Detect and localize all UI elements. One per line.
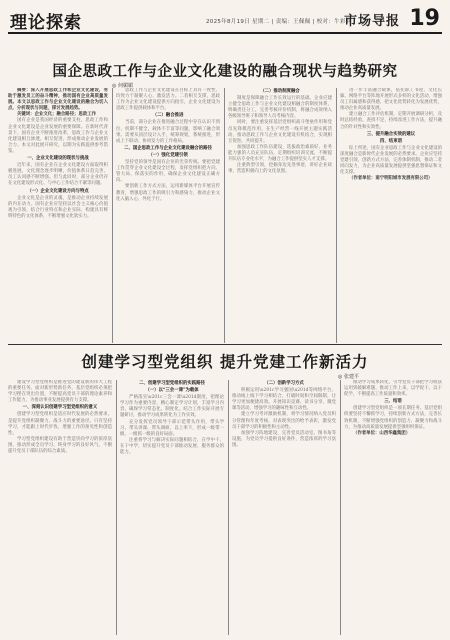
article2-column-3: （二）创新学习方式 积极运用\u201c学习强国\u201d等网络平台，推动线上线下学习相结合，打破时间和空间限制，让学习更加便捷高效。开展知识竞赛、读书分享、微党课等活动，增强学习的趣味性和互动性。 建立学习考评激励机制，将学习情况纳入党员积分管理和年度考核，对表现突出的给予表彰，激发党员干部学习的积极性和主动性。 加强学习阵地建设，完善党员活动室、图书角等设施，为党员学习提供良好条件，营造浓厚的学习氛围。	[232, 381, 336, 448]
article1-author-note: （作者单位：南宁明阳城市发展有限公司）	[349, 176, 433, 182]
section-name: 理论探索	[10, 13, 82, 33]
column-divider	[336, 88, 337, 343]
article-separator	[8, 344, 442, 345]
column-divider	[228, 380, 229, 635]
article1-section-heading: 二、国企思政工作与企业文化建设融合的路径	[124, 145, 212, 151]
article2-column-1: 建设学习型党组织是推进党的建设新的伟大工程的重要任务。面对新形势新任务，基层党组织必须把学习摆在突出位置，不断提高党员干部的理论素养和工作能力，为推动事业发展提供有力支撑。 一、深刻认识创建学习型党组织的意义 创建学习型党组织是适应时代发展的必然要求，是提升党组织凝聚力、战斗力的重要途径。只有坚持学习，才能跟上时代步伐，增强工作的预见性和创造性。 学习型党组织建设有助于营造崇尚学习的浓厚氛围，推动形成全员学习、终身学习的良好风气，不断提升党员干部队伍的综合素质。	[8, 380, 112, 455]
column-divider	[112, 88, 113, 343]
article1-column-1: 摘要：深入开展思政工作和企业文化建设，有助于激发员工的奋斗精神，推动国有企业高质量发展。本文以思政工作与企业文化建设的融合为切入点，分析现状与问题，探讨发展趋势。 关键词：企业文化；融合路径；思政工作 国有企业是我国经济的重要支柱，思政工作和企业文化建设是企业发展的重要保障。在新时代背景下，国有企业不断推进改革，思政工作与企业文化建设相互渗透、相互促进，形成推动企业发展的合力。本文对此展开研究，以期为实践提供参考借鉴。 一、企业文化建设的现状与挑战 近年来，国有企业在企业文化建设方面取得积极进展，文化理念逐步明晰，价值体系日趋完善，员工认同感不断增强。但与此同时，部分企业仍存在文化建设形式化、与中心工作结合不紧等问题。 （一）企业文化建设方向与特点 企业文化是企业的灵魂，是推动企业持续发展的内在动力。国有企业应坚持以社会主义核心价值观为引领，结合行业特点和企业实际，构建具有鲜明特色的文化体系，不断增强文化软实力。	[8, 88, 108, 219]
article2-byline: ◎ 张建平	[338, 374, 359, 380]
column-divider	[340, 380, 341, 635]
article1-subsection-heading: （二）推动制度融合	[260, 89, 300, 94]
article1-subsection-heading: （二）融合推进	[152, 113, 184, 119]
article1-subsection-heading: （一）强化党建引领	[148, 152, 188, 158]
article2-column-4: 推动学习成果转化，引导党员干部把学习收获运用到破解难题、推动工作上来，以学促干、以干促学，不断提高工作质量和效率。 三、结语 创建学习型党组织是一项长期任务。基层党组织要坚持不懈抓学习，持续创新方式方法，完善长效机制，不断增强党组织的创造力、凝聚力和战斗力，为推动高质量发展提供坚强组织保证。 （作者单位：山西华鑫集团）	[344, 380, 442, 436]
article2-section-heading: 三、结语	[384, 399, 402, 405]
article2-title: 创建学习型党组织 提升党建工作新活力	[81, 353, 369, 371]
article2-section-heading: 一、深刻认识创建学习型党组织的意义	[22, 405, 98, 411]
paper-logo: 市场导报	[344, 14, 401, 29]
column-divider	[116, 380, 117, 635]
article1-section-heading: 四、结束语	[380, 138, 402, 144]
article1-column-4: 进一步丰富融合载体，依托职工书屋、文化长廊、网络平台等阵地开展形式多样的文化活动，增强员工归属感和获得感，把文化优势转化为发展优势，推动企业高质量发展。 建立融合工作评估机制，定期开展调研分析，及时总结经验、查找不足，持续改进工作方法，提升融合的针对性和实效性。 三、提升融合实效的建议 四、结束语 综上所述，国有企业思政工作与企业文化建设的深度融合是新时代企业发展的必然要求。企业应坚持党建引领，创新方式方法，完善体制机制，推动二者同向发力，为企业高质量发展提供坚强思想保证和文化支撑。 （作者单位：南宁明阳城市发展有限公司）	[340, 88, 442, 182]
article1-byline: ◎ 何媚媚	[112, 83, 133, 89]
issue-info: 2025年8月19日 星期二 | 责编：王佩佩 | 校对：牛彩莉	[206, 19, 352, 25]
article1-abstract: 摘要：深入开展思政工作和企业文化建设，有助于激发员工的奋斗精神，推动国有企业高质量发展。本文以思政工作与企业文化建设的融合为切入点，分析现状与问题，探讨发展趋势。	[8, 88, 108, 112]
article1-title: 国企思政工作与企业文化建设的融合现状与趋势研究	[52, 64, 398, 80]
article1-section-heading: 一、企业文化建设的现状与挑战	[27, 156, 89, 162]
article2-author-note: （作者单位：山西华鑫集团）	[353, 430, 411, 436]
article2-subsection-heading: （二）创新学习方式	[264, 381, 304, 386]
article1-column-3: （二）推动制度融合 制度是保障融合工作长效运行的基础。企业应建立健全思政工作与企业文化建设相融合的制度体系，明确责任分工，完善考核评价机制，将融合成效纳入各级领导班子和领导人员考核内容。 同时，要注重发挥基层党组织战斗堡垒作用和党员先锋模范作用，在生产经营一线开展主题实践活动，推动思政工作与企业文化建设有机结合，实现相互促进、共同提升。 加强思政工作队伍建设，选拔政治素质好、业务能力强的人员充实队伍，定期组织培训交流，不断提升队伍专业化水平，为融合工作提供坚实人才支撑。 注重典型引领，挖掘身边先进事迹，讲好企业故事，营造积极向上的文化氛围。	[228, 89, 332, 175]
column-divider	[224, 88, 225, 343]
article1-keywords: 关键词：企业文化；融合路径；思政工作	[17, 112, 97, 118]
page-number: 19	[409, 6, 440, 31]
article1-section-heading: 三、提升融合实效的建议	[366, 131, 416, 137]
article2-section-heading: 二、创建学习型党组织的实践路径	[139, 381, 205, 386]
article2-subsection-heading: （一）以“三会一课”为载体	[145, 388, 199, 394]
article2-column-2: 二、创建学习型党组织的实践路径 （一）以“三会一课”为载体 严格落实\u201c三会一课\u201d制度，把理论学习作为重要内容，精心制定学习计划，丰富学习内容，确保学习常态化、制度化。结合工作实际开展专题研讨，推动学习成果转化为工作实效。 充分发挥党员领导干部示范带头作用，带头学习、带头讲课、带头调研，以上率下，形成一级带一级、一级抓一级的良好局面。 注重将学习与解决实际问题相结合，在学中干、在干中学，切实提升党员干部推动发展、服务群众的能力。	[120, 381, 224, 456]
masthead	[8, 4, 442, 34]
article1-subsection-heading: （一）企业文化建设方向与特点	[27, 188, 89, 194]
article1-column-2: 思政工作与企业文化建设在目标上具有一致性，均致力于凝聚人心、激发活力。二者相互支撑，思政工作为企业文化建设提供方向指引，企业文化建设为思政工作提供载体和平台。 （二）融合推进 当前，部分企业在推进融合过程中存在认识不到位、机制不健全、载体不丰富等问题，影响了融合效果。需要从顶层设计入手，统筹规划，系统推进，形成上下联动、协同发力的工作格局。 二、国企思政工作与企业文化建设融合的路径 （一）强化党建引领 坚持党的领导是国有企业的光荣传统。要把党建工作贯穿企业文化建设全过程，发挥党组织把方向、管大局、保落实的作用，确保企业文化建设正确方向。 要创新工作方式方法，运用新媒体平台开展宣传教育，增强思政工作的吸引力和感染力，推动企业文化入脑入心、外化于行。	[116, 88, 220, 202]
